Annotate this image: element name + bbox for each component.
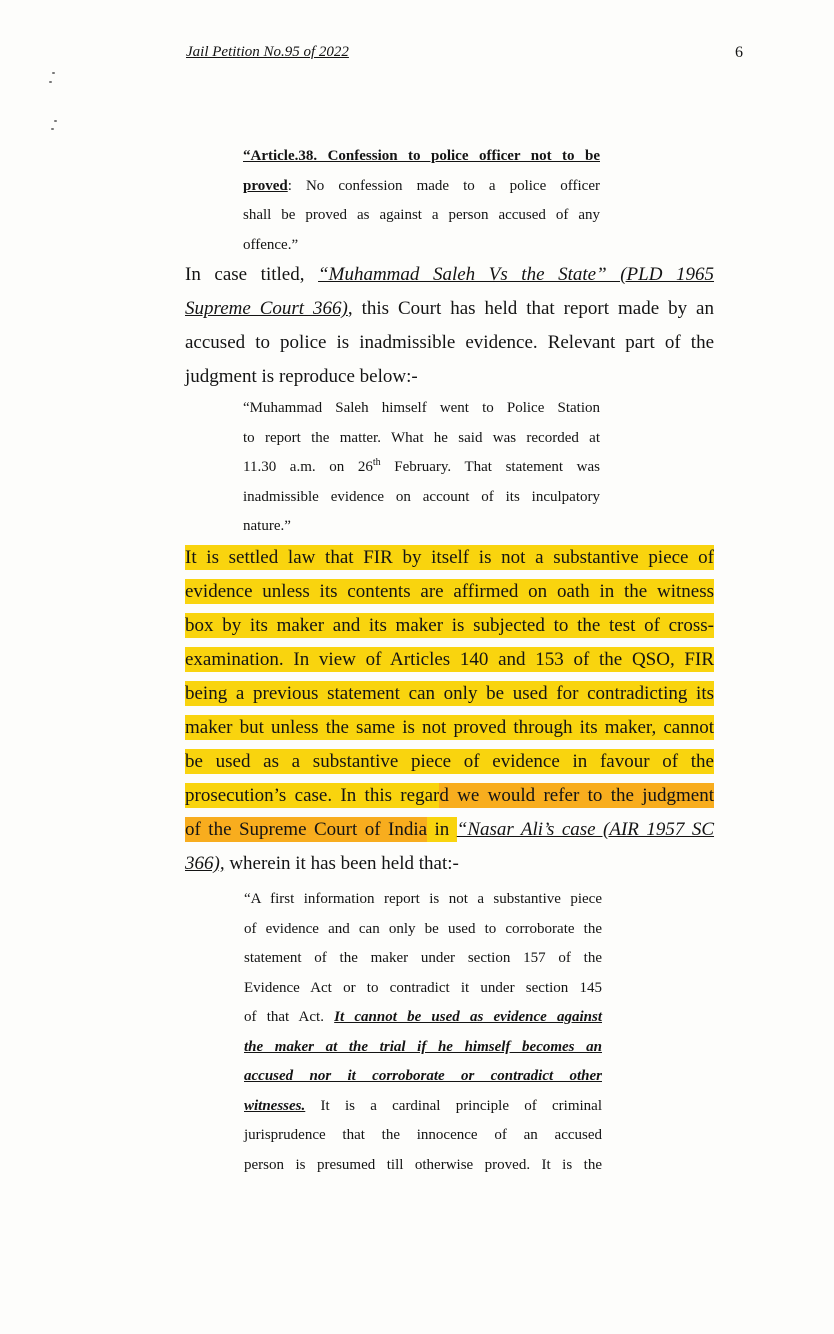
emphasized-text: accused nor it corroborate or contradict other (244, 1068, 602, 1084)
paragraph-saleh-case (185, 258, 714, 394)
quote-line: person is presumed till otherwise proved. It is the (244, 1156, 602, 1173)
article-text-line: shall be proved as against a person accused of any (243, 207, 600, 223)
highlighted-text: be used as a substantive piece of evidence in favour of the (185, 751, 714, 772)
highlighted-text: evidence unless its contents are affirmed on oath in the witness (185, 581, 714, 602)
page-number: 6 (735, 44, 743, 61)
article-heading-end: proved (243, 177, 288, 194)
emphasized-text: It cannot be used as evidence against (334, 1009, 602, 1025)
highlighted-text: in (427, 819, 457, 840)
quote-line: Evidence Act or to contradict it under section 145 (244, 979, 602, 996)
article-38-quote (243, 142, 600, 260)
quote-line: nature.” (243, 518, 291, 534)
case-citation-saleh-cont: Supreme Court 366) (185, 298, 348, 319)
article-text: : No confession made to a police officer (287, 177, 600, 194)
saleh-judgment-quote (243, 394, 600, 542)
para-text: , this Court has held that report made by an (347, 298, 714, 319)
quote-line: jurisprudence that the innocence of an accused (244, 1127, 602, 1143)
scan-speck (52, 72, 55, 74)
highlighted-text: prosecution’s case. In this regar (185, 785, 440, 806)
emphasized-text: the maker at the trial if he himself becomes an (244, 1038, 602, 1055)
case-citation-saleh: “Muhammad Saleh Vs the State” (PLD 1965 (318, 264, 715, 285)
para-text: In case titled, (185, 264, 305, 285)
highlighted-text: box by its maker and its maker is subjected to the test of cross- (185, 615, 714, 636)
scan-speck (49, 81, 52, 83)
ordinal-suffix: th (372, 457, 381, 468)
emphasized-text: witnesses. (244, 1097, 306, 1114)
highlighted-text-orange: d we would refer to the judgment (439, 785, 715, 806)
nasar-ali-judgment-quote (244, 885, 602, 1180)
highlighted-text: maker but unless the same is not proved through its maker, cannot (185, 717, 714, 738)
scan-speck (51, 128, 54, 130)
highlighted-text-orange: of the Supreme Court of India (185, 819, 428, 840)
article-text-line: offence.” (243, 236, 299, 253)
case-citation-nasar-ali-cont: 366), (185, 853, 225, 874)
quote-text: 11.30 a.m. on 26 (243, 459, 373, 475)
quote-line: inadmissible evidence on account of its inculpatory (243, 488, 600, 505)
highlighted-text: being a previous statement can only be used for contradicting its (185, 683, 714, 704)
quote-line: “Muhammad Saleh himself went to Police Station (243, 400, 600, 416)
quote-line: of evidence and can only be used to corroborate the (244, 920, 602, 937)
paragraph-fir-law (185, 541, 714, 881)
highlighted-text: examination. In view of Articles 140 and 153 of the QSO, FIR (185, 649, 714, 670)
quote-text: of that Act. (244, 1009, 324, 1025)
para-text: wherein it has been held that:- (224, 853, 459, 874)
quote-line: statement of the maker under section 157 of the (244, 950, 602, 966)
case-title-header: Jail Petition No.95 of 2022 (186, 44, 349, 60)
article-heading: “Article.38. Confession to police officer not to be (243, 148, 600, 164)
para-text-line: accused to police is inadmissible evidence. Relevant part of the (185, 332, 714, 353)
highlighted-text: It is settled law that FIR by itself is not a substantive piece of (185, 547, 714, 568)
quote-text: February. That statement was (380, 459, 600, 475)
quote-text: It is a cardinal principle of criminal (305, 1097, 602, 1114)
scan-speck (54, 120, 57, 122)
quote-line: “A first information report is not a substantive piece (244, 891, 602, 907)
para-text-line: judgment is reproduce below:- (185, 366, 418, 387)
case-citation-nasar-ali: “Nasar Ali’s case (AIR 1957 SC (456, 819, 715, 840)
quote-line: to report the matter. What he said was recorded at (243, 429, 600, 446)
